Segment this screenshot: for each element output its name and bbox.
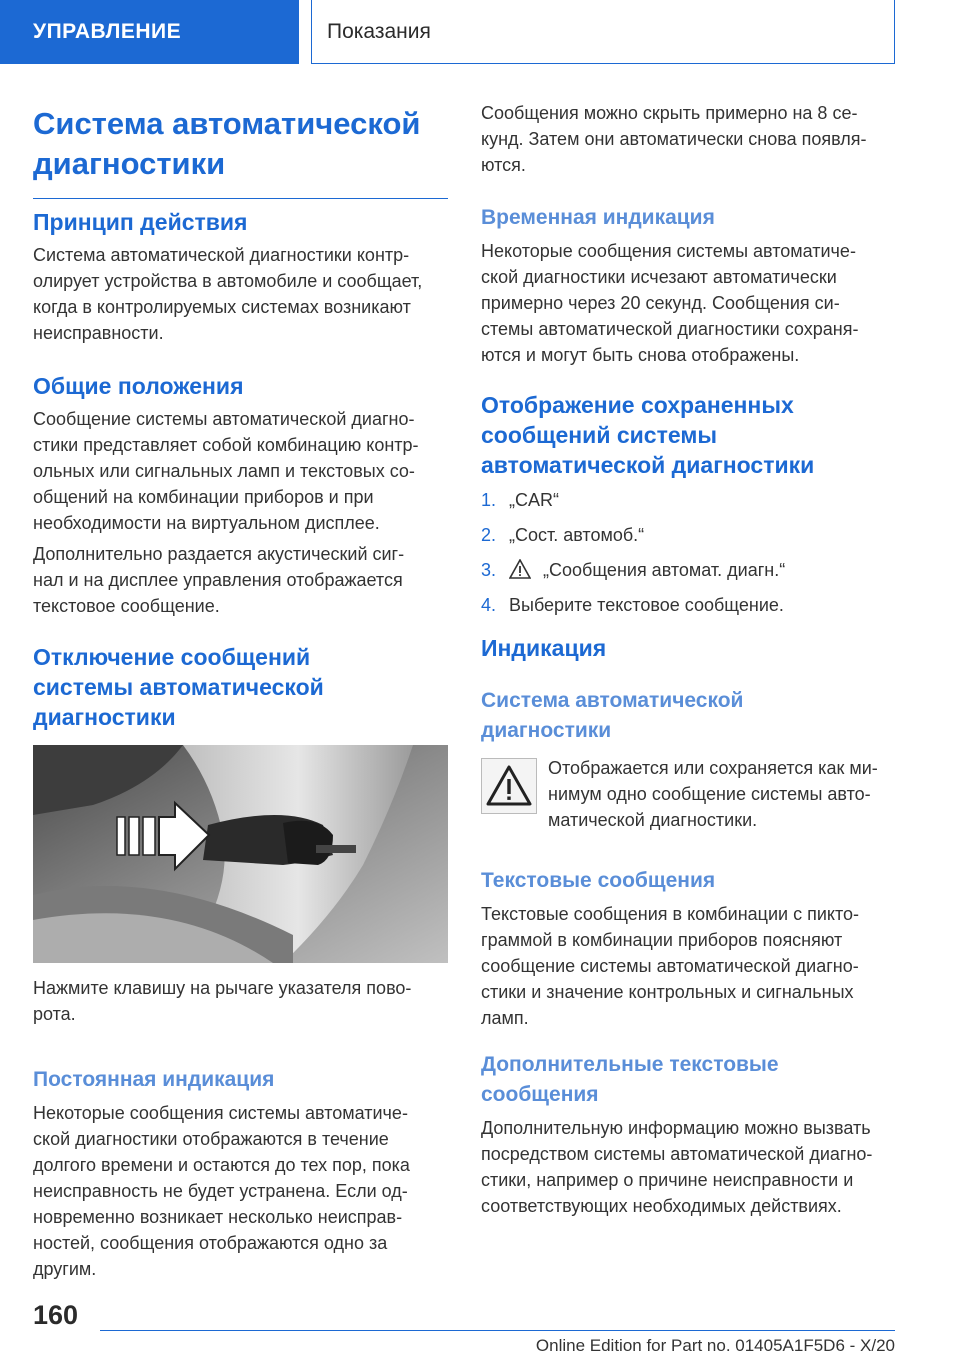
text-line: Отображается или сохраняется как ми- (548, 758, 878, 778)
heading-line: системы автоматической (33, 674, 324, 700)
disable-heading (33, 642, 448, 732)
text-line: ламп. (481, 1008, 529, 1028)
list-item (481, 522, 896, 548)
list-item (481, 487, 896, 513)
heading-line: Отображение сохраненных (481, 392, 794, 418)
heading-line: сообщения (481, 1083, 599, 1106)
principle-heading: Принцип действия (33, 209, 248, 235)
heading-line: Система автоматической (481, 689, 744, 712)
footer-rule (100, 1330, 895, 1331)
extra-heading (481, 1050, 896, 1110)
page-number: 160 (33, 1300, 79, 1330)
step-number: 3. (481, 560, 497, 580)
text-line: Дополнительно раздается акустический сиг- (33, 544, 405, 564)
step-number: 4. (481, 595, 497, 615)
step-text: Выберите текстовое сообщение. (509, 595, 784, 615)
list-item (481, 557, 896, 583)
warning-triangle-icon (482, 759, 536, 813)
textmsg-text (481, 901, 896, 1031)
temp-text (481, 238, 896, 368)
text-line: посредством системы автоматической диагно- (481, 1144, 873, 1164)
textmsg-heading: Текстовые сообщения (481, 869, 716, 892)
list-item (481, 592, 896, 618)
principle-text (33, 242, 448, 346)
step-number: 1. (481, 490, 497, 510)
text-line: ской диагностики отображаются в течение (33, 1129, 389, 1149)
section-label: УПРАВЛЕНИЕ (33, 20, 182, 43)
heading-line: диагностики (481, 719, 612, 742)
text-line: Нажмите клавишу на рычаге указателя пово- (33, 978, 412, 998)
text-line: Некоторые сообщения системы автоматиче- (33, 1103, 408, 1123)
text-line: новременно возникает несколько неисправ- (33, 1207, 403, 1227)
text-line: стики, например о причине неисправности и (481, 1170, 854, 1190)
step-number: 2. (481, 525, 497, 545)
step-text: „CAR“ (509, 490, 559, 510)
text-line: нал и на дисплее управления отображается (33, 570, 403, 590)
title-rule (33, 198, 448, 199)
text-line: олирует устройства в автомобиле и сообщает, (33, 271, 423, 291)
general-text-1 (33, 406, 448, 536)
steps-list (481, 487, 896, 627)
text-line: необходимости на виртуальном дисплее. (33, 513, 380, 533)
permanent-heading: Постоянная индикация (33, 1068, 275, 1091)
text-line: Система автоматической диагностики контр- (33, 245, 410, 265)
text-line: стики и значение контрольных и сигнальных (481, 982, 854, 1002)
system-text (548, 755, 898, 833)
text-line: стемы автоматической диагностики сохраня- (481, 319, 859, 339)
text-line: Сообщение системы автоматической диагно- (33, 409, 415, 429)
text-line: кунд. Затем они автоматически снова появля- (481, 129, 867, 149)
chapter-label: Показания (327, 19, 431, 43)
general-text-2 (33, 541, 448, 619)
text-line: Некоторые сообщения системы автоматиче- (481, 241, 856, 261)
page-title-line1: Система автоматической (33, 106, 421, 141)
extra-text (481, 1115, 896, 1219)
indication-heading: Индикация (481, 635, 607, 661)
step-text: „Сообщения автомат. диагн.“ (543, 560, 786, 580)
text-line: сообщение системы автоматической диагно- (481, 956, 859, 976)
heading-line: сообщений системы (481, 422, 717, 448)
text-line: ются и могут быть снова отображены. (481, 345, 800, 365)
warning-indicator (481, 758, 537, 814)
text-line: примерно через 20 секунд. Сообщения си- (481, 293, 840, 313)
text-line: соответствующих необходимых действиях. (481, 1196, 842, 1216)
temp-heading: Временная индикация (481, 206, 715, 229)
heading-line: диагностики (33, 704, 176, 730)
text-line: рота. (33, 1004, 76, 1024)
text-line: матической диагностики. (548, 810, 758, 830)
page-title (33, 104, 448, 199)
chapter-box (311, 0, 895, 64)
section-tab (0, 0, 299, 64)
heading-line: автоматической диагностики (481, 452, 815, 478)
text-line: ются. (481, 155, 526, 175)
text-line: Дополнительную информацию можно вызвать (481, 1118, 871, 1138)
step-text: „Сост. автомоб.“ (509, 525, 645, 545)
photo-caption (33, 975, 448, 1027)
general-heading: Общие положения (33, 373, 244, 399)
saved-heading (481, 390, 896, 480)
text-line: неисправности. (33, 323, 164, 343)
text-line: Текстовые сообщения в комбинации с пикто- (481, 904, 860, 924)
text-line: Сообщения можно скрыть примерно на 8 се- (481, 103, 858, 123)
lever-illustration (33, 745, 448, 963)
text-line: ской диагностики исчезают автоматически (481, 267, 837, 287)
heading-line: Отключение сообщений (33, 644, 311, 670)
permanent-text (33, 1100, 448, 1282)
text-line: долгого времени и остаются до тех пор, пока (33, 1155, 410, 1175)
text-line: стики представляет собой комбинацию контр- (33, 435, 419, 455)
edition-text: Online Edition for Part no. 01405A1F5D6 - X/20 (535, 1336, 895, 1355)
text-line: ольных или сигнальных ламп и текстовых со- (33, 461, 415, 481)
turn-signal-lever-photo (33, 745, 448, 963)
text-line: другим. (33, 1259, 97, 1279)
text-line: граммой в комбинации приборов поясняют (481, 930, 843, 950)
hide-text (481, 100, 896, 178)
warning-triangle-icon (509, 559, 531, 579)
system-heading (481, 686, 896, 746)
text-line: когда в контролируемых системах возникают (33, 297, 411, 317)
page-title-line2: диагностики (33, 146, 226, 181)
text-line: ностей, сообщения отображаются одно за (33, 1233, 388, 1253)
text-line: общений на комбинации приборов и при (33, 487, 374, 507)
text-line: неисправность не будет устранена. Если од- (33, 1181, 408, 1201)
heading-line: Дополнительные текстовые (481, 1053, 779, 1076)
text-line: текстовое сообщение. (33, 596, 220, 616)
text-line: нимум одно сообщение системы авто- (548, 784, 871, 804)
